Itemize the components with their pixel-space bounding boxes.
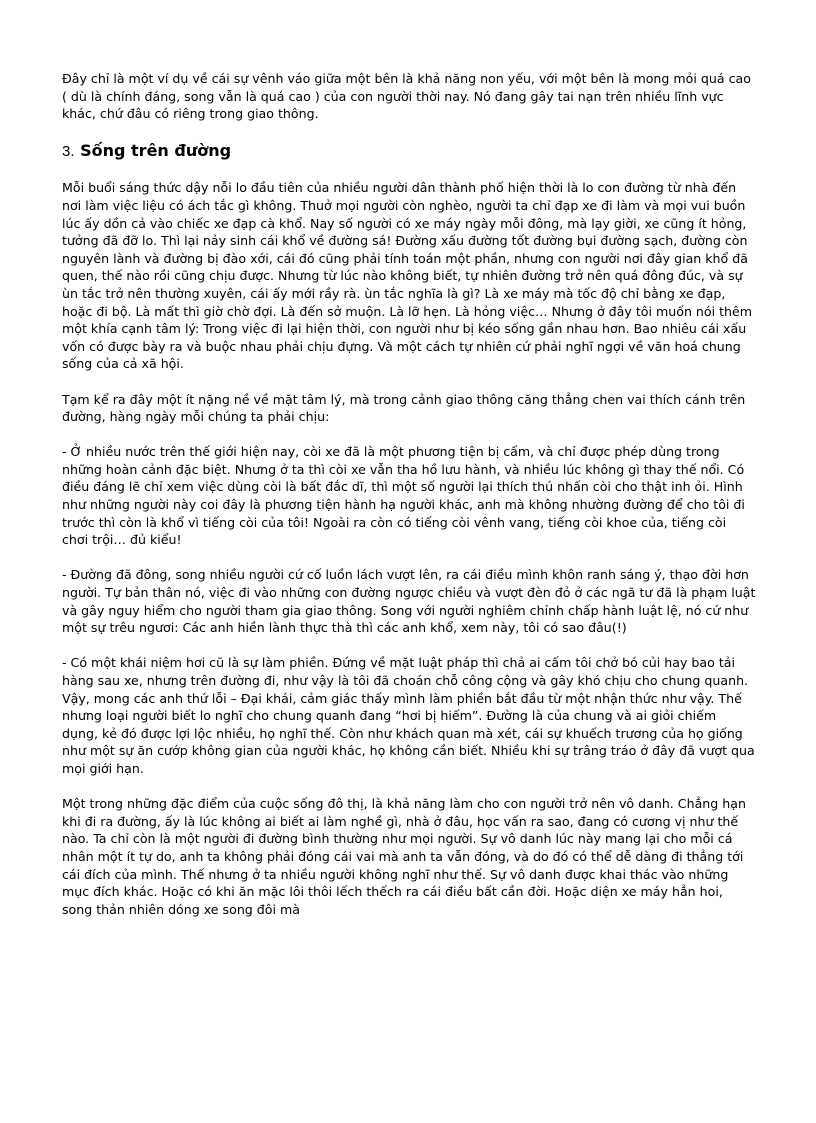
document-page xyxy=(62,70,756,936)
paragraph-nuisance: - Có một khái niệm hơi cũ là sự làm phiền. Đứng về mặt luật pháp thì chả ai cấm tôi chở bó củi hay bao tải hàng sau xe, nhưng trên đường đi, như vậy là tôi đã choán chỗ công cộng và gây khó chịu cho chung quanh. Vậy, mong các anh thứ lỗi – Đại khái, cảm giác thấy mình làm phiền bắt đầu từ một nhận thức như vậy. Thế nhưng loại người biết lo nghĩ cho chung quanh đang “hơi bị hiếm”. Đường là của chung và ai giỏi chiếm dụng, kẻ đó được lợi lộc nhiều, họ nghĩ thế. Còn như khách quan mà xét, cái sự khuếch trương của họ giống như một sự ăn cướp không gian của người khác, họ không cần biết. Nhiều khi sự trâng tráo ở đây đã vượt qua mọi giới hạn. xyxy=(62,655,755,776)
intro-paragraph: Đây chỉ là một ví dụ về cái sự vênh váo giữa một bên là khả năng non yếu, với một bên là mong mỏi quá cao ( dù là chính đáng, song vẫn là quá cao ) của con người thời nay. Nó đang gây tai nạn trên nhiều lĩnh vực khác, chứ đâu có riêng trong giao thông. xyxy=(62,71,751,122)
paragraph-weaving: - Đường đã đông, song nhiều người cứ cố luồn lách vượt lên, ra cái điều mình khôn ranh sáng ý, thạo đời hơn người. Tự bản thân nó, việc đi vào những con đường ngược chiều và vượt đèn đỏ ở các ngã tư đã là phạm luật và gây nguy hiểm cho người tham gia giao thông. Song với người nghiêm chỉnh chấp hành luật lệ, nó cứ như một sự trêu ngươi: Các anh hiền lành thực thà thì các anh khổ, xem này, tôi có sao đâu(!) xyxy=(62,567,756,636)
section-title: Sống trên đường xyxy=(80,141,232,161)
paragraph-anonymity: Một trong những đặc điểm của cuộc sống đô thị, là khả năng làm cho con người trở nên vô danh. Chẳng hạn khi đi ra đường, ấy là lúc không ai biết ai làm nghề gì, nhà ở đâu, học vấn ra sao, đang có cương vị như thế nào. Ta chỉ còn là một người đi đường bình thường như mọi người. Sự vô danh lúc này mang lại cho mỗi cá nhân một ít tự do, anh ta không phải đóng cái vai mà anh ta vẫn đóng, và do đó có thể dễ dàng đi thẳng tới cái đích của mình. Thế nhưng ở ta nhiều người không nghĩ như thế. Sự vô danh được khai thác vào những mục đích khác. Hoặc có khi ăn mặc lôi thôi lếch thếch ra cái điều bất cần đời. Hoặc diện xe máy hẳn hoi, song thản nhiên dóng xe song đôi mà xyxy=(62,796,746,917)
paragraph-psychological-burdens: Tạm kể ra đây một ít nặng nề về mặt tâm lý, mà trong cảnh giao thông căng thẳng chen vai thích cánh trên đường, hàng ngày mỗi chúng ta phải chịu: xyxy=(62,391,746,425)
paragraph-traffic-worry: Mỗi buổi sáng thức dậy nỗi lo đầu tiên của nhiều người dân thành phố hiện thời là lo con đường từ nhà đến nơi làm việc liệu có ách tắc gì không. Thuở mọi người còn nghèo, người ta chỉ đạp xe đi làm và mọi vui buồn lúc ấy dồn cả vào chiếc xe đạp cà khổ. Nay số người có xe máy ngày mỗi đông, mà lạy giời, xe cũng ít hỏng, tưởng đã đỡ lo. Thì lại nảy sinh cái khổ về đường sá! Đường xấu đường tốt đường bụi đường sạch, đường còn nguyên lành và đường bị đào xới, cái đó cũng phải tính toán một phần, nhưng con người nơi đây gian khổ đã quen, thế nào rồi cũng chịu được. Nhưng từ lúc nào không biết, tự nhiên đường trở nên quá đông đúc, và sự ùn tắc trở nên thường xuyên, cái ấy mới rầy rà. ùn tắc nghĩa là gì? Là xe máy mà tốc độ chỉ bằng xe đạp, hoặc đi bộ. Là mất thì giờ chờ đợi. Là đến sở muộn. Là lỡ hẹn. Là hỏng việc… Nhưng ở đây tôi muốn nói thêm một khía cạnh tâm lý: Trong việc đi lại hiện thời, con người như bị kéo sống gần nhau hơn. Bao nhiêu cái xấu vốn có được bày ra và buộc nhau phải chịu đựng. Và một cách tự nhiên cứ phải nghĩ ngợi về văn hoá chung sống của cả xã hội. xyxy=(62,180,753,372)
section-number: 3. xyxy=(62,143,75,161)
paragraph-horns: - Ở nhiều nước trên thế giới hiện nay, còi xe đã là một phương tiện bị cấm, và chỉ được phép dùng trong những hoàn cảnh đặc biệt. Nhưng ở ta thì còi xe vẫn tha hồ lưu hành, và nhiều lúc không gì thay thế nổi. Có điều đáng lẽ chỉ xem việc dùng còi là bất đắc dĩ, thì một số người lại thích thú nhấn còi cho thật inh ỏi. Hình như những người này coi đây là phương tiện hành hạ người khác, anh mà không nhường đường để cho tôi đi trước thì còn là khổ vì tiếng còi của tôi! Ngoài ra còn có tiếng còi vênh vang, tiếng còi khoe của, tiếng còi chơi trội… đủ kiểu! xyxy=(62,444,745,548)
section-heading xyxy=(62,140,756,163)
